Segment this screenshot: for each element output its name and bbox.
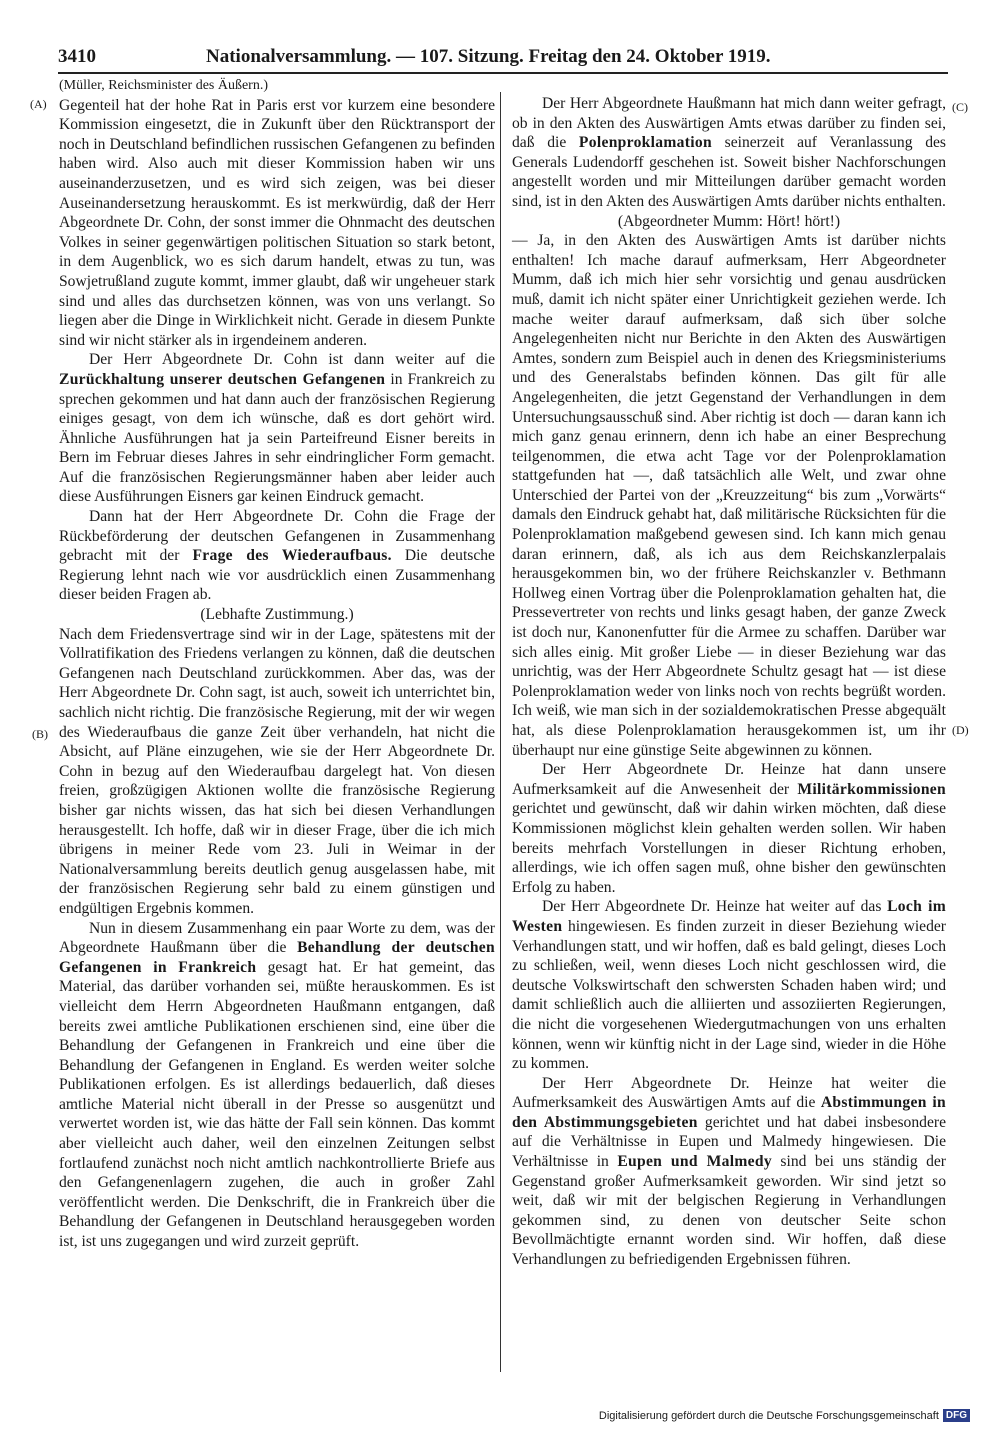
header-rule xyxy=(58,72,948,74)
speaker-line: (Müller, Reichsminister des Äußern.) xyxy=(59,78,269,93)
margin-mark-c: (C) xyxy=(952,100,968,114)
paragraph: Gegenteil hat der hohe Rat in Paris erst vor kurzem eine besondere Kommission eingesetzt, die in Zukunft über den Rücktransport der noch in Deutschland befindlichen russischen Gefangenen zu befinden haben wird. Also auch mit dieser Kommission haben wir uns auseinanderzusetzen, und es wird sich zeigen, was bei dieser Auseinandersetzung herauskommt. Es ist merkwürdig, daß der Herr Abgeordnete Dr. Cohn, der sonst immer die Ohnmacht des deutschen Volkes in seiner gegenwärtigen politischen Situation so stark betont, in dem Augenblick, wo es sich darum handelt, etwas zu tun, was Sowjetrußland zugute kommt, immer glaubt, daß wir ungeheuer stark sind und alles das durchsetzen können, was von uns verlangt. So liegen aber die Dinge in Wirklichkeit nicht. Gerade in diesem Punkte sind wir nicht stärker als in irgendeinem anderen. xyxy=(59,96,495,349)
emphasis: Frage des Wiederaufbaus. xyxy=(192,547,392,565)
paragraph: — Ja, in den Akten des Auswärtigen Amts ist darüber nichts enthalten! Ich mache darauf aufmerksam, Herr Abgeordneter Mumm, daß ich mich hier sehr vorsichtig und genau ausdrücken muß, damit ich nicht später einer Unrichtigkeit geziehen werde. Ich mache weiter darauf aufmerksam, daß sich über solche Angelegenheiten nicht nur Berichte in den Akten des Auswärtigen Amtes, sondern zum Beispiel auch in denen des Kriegsministeriums und des Generalstabs befinden können. Das gilt für alle Angelegenheiten, die jetzt Gegenstand der Verhandlungen in dem Untersuchungsausschuß sind. Aber richtig ist doch — daran kann ich mich ganz genau erinnern, denn ich habe an einer Besprechung teilgenommen, die etwa acht Tage vor der Polenproklamation stattgefunden hat —, daß tatsächlich alle Welt, und zwar ohne Unterschied der Partei von der „Kreuzzeitung“ bis zum „Vorwärts“ damals den Eindruck gehabt hat, daß militärische Rücksichten für die Polenproklamation maßgebend gewesen sind. Ich kann mich genau daran erinnern, daß, als ich aus dem Reichskanzlerpalais herausgekommen bin, wo der frühere Reichskanzler v. Bethmann Hollweg einen Vortrag über die Polenproklamation gehalten hat, die Pressevertreter von rechts und links gesagt haben, der ganze Zweck ist doch nur, Kanonenfutter für die Armee zu schaffen. Darüber war sich alles einig. Mit großer Liebe — in dieser Beziehung war das unrichtig, was der Herr Abgeordnete Schultz gesagt hat — ist diese Polenproklamation weder von links noch von rechts begrüßt worden. Ich weiß, wie man sich in der sozialdemokratischen Presse abgequält hat, als diese Polenproklamation herausgekommen ist, um ihr überhaupt nur eine günstige Seite abgewinnen zu können. xyxy=(512,232,946,759)
paragraph: Nach dem Friedensvertrage sind wir in der Lage, spätestens mit der Vollratifikation des Friedens verlangen zu können, daß die deutschen Gefangenen nach Deutschland zurückkommen. Aber das, was der Herr Abgeordnete Dr. Cohn sagt, ist auch, soweit ich unterrichtet bin, sachlich nicht richtig. Die französische Regierung, mit der wir wegen des Wiederaufbaus die ganze Zeit über verhandeln, hat nicht die Absicht, auf Pläne einzugehen, wie sie der Herr Abgeordnete Dr. Cohn in bezug auf den Wiederaufbau dargelegt hat. Von diesen freien, großzügigen Aktionen wollte die französische Regierung bisher gar nichts wissen, das hat sich bei diesen Verhandlungen herausgestellt. Ich hoffe, daß wir in dieser Frage, über die ich mich übrigens in meiner Rede vom 23. Juli in Weimar in der Nationalversammlung bereits deutlich genug ausgelassen habe, mit der französischen Regierung sehr bald zu einem günstigen und endgültigen Ergebnis kommen. xyxy=(59,625,495,917)
margin-mark-a: (A) xyxy=(30,97,47,111)
header-title: Nationalversammlung. — 107. Sitzung. Freitag den 24. Oktober 1919. xyxy=(206,46,771,67)
dfg-logo: DFG xyxy=(943,1409,970,1422)
text-span: seinerzeit auf Veranlassung des Generals Ludendorff geschehen ist. Soweit bisher Nachforschungen angestellt worden und mir Mitteilungen darüber gemacht worden sind, ist in den Akten des Auswärtigen Amts darüber nichts enthalten. xyxy=(512,134,946,210)
emphasis: Eupen und Malmedy xyxy=(617,1153,772,1171)
emphasis: Behandlung der deutschen Gefangenen in Frankreich xyxy=(59,939,495,976)
text-span: Die deutsche Regierung lehnt nach wie vor ausdrücklich einen Zusammenhang dieser beiden Fragen ab. xyxy=(59,547,495,604)
paragraph xyxy=(512,760,946,897)
left-column xyxy=(59,76,495,1252)
footer xyxy=(599,1409,970,1422)
interjection: (Lebhafte Zustimmung.) xyxy=(200,606,354,624)
paragraph xyxy=(59,507,495,605)
paragraph xyxy=(512,897,946,1073)
footer-text: Digitalisierung gefördert durch die Deutsche Forschungsgemeinschaft xyxy=(598,1409,939,1422)
text-span: Der Herr Abgeordnete Haußmann hat mich dann weiter gefragt, ob in den Akten des Auswärtigen Amts etwas darüber zu finden sei, daß die xyxy=(512,95,946,152)
text-span: hingewiesen. Es finden zurzeit in dieser Beziehung wieder Verhandlungen statt, und wir hoffen, daß es bald gelingt, dieses Loch zu schließen, weil, wenn dieses Loch nicht geschlossen wird, die deutsche Volkswirtschaft den schwersten Schaden haben wird; und damit schließlich auch die alliierten und assoziierten Regierungen, die nicht die vorgesehenen Wiedergutmachungen von uns erhalten können, wenn wir künftig nicht in der Lage sind, wieder in die Höhe zu kommen. xyxy=(512,917,946,1073)
text-span: gerichtet und gewünscht, daß wir dahin wirken möchten, daß diese Kommissionen möglichst klein gehalten werden sollen. Wir haben bereits mehrfach Vorstellungen in dieser Richtung erhoben, allerdings, wie ich offen sagen muß, ohne bisher den gewünschten Erfolg zu haben. xyxy=(512,800,946,896)
emphasis: Polenproklamation xyxy=(578,134,712,152)
column-divider xyxy=(500,92,501,1372)
right-column xyxy=(512,94,946,1270)
emphasis: Militärkommissionen xyxy=(797,780,946,798)
text-span: in Frankreich zu sprechen gekommen und hat dann auch der französischen Regierung einiges gesagt, von dem ich wünsche, daß es dort gehört wird. Ähnliche Ausführungen hat ja sein Parteifreund Eisner bereits in Bern im Februar dieses Jahres in sehr eindringlicher Form gemacht. Auf die französischen Regierungsmänner haben aber leider auch diese Ausführungen Eisners gar keinen Eindruck gemacht. xyxy=(59,370,496,506)
text-span: Der Herr Abgeordnete Dr. Heinze hat weiter die Aufmerksamkeit des Auswärtigen Amts auf die xyxy=(512,1074,946,1112)
paragraph xyxy=(512,1074,946,1270)
margin-mark-d: (D) xyxy=(952,723,969,737)
text-span: gerichtet und hat dabei insbesondere auf die Verhältnisse in Eupen und Malmedy hingewiesen. Die Verhältnisse in xyxy=(512,1113,946,1171)
text-span: Der Herr Abgeordnete Dr. Heinze hat dann unsere Aufmerksamkeit auf die Anwesenheit der xyxy=(512,761,946,798)
text-span: gesagt hat. Er hat gemeint, das Material, das darüber vorhanden sei, müßte herauskommen. Es ist vielleicht dem Herrn Abgeordneten Haußmann entgangen, daß bereits zwei amtliche Publikationen erschienen sind, eine über die Behandlung der Gefangenen in Frankreich und eine über die Behandlung der Gefangenen in England. Es werden weiter solche Publikationen erfolgen. Es ist allerdings bedauerlich, daß dieses amtliche Material nicht überall in der Presse so ausgenützt und verwertet worden ist, wie das hätte der Fall sein können. Das kommt aber vielleicht auch daher, weil den einzelnen Zeitungen selbst fortlaufend zunächst noch nicht amtlich nachkontrollierte Briefe aus den Gefangenenlagern zugehen, die auch in großer Zahl veröffentlicht werden. Die Denkschrift, die in Frankreich über die Behandlung der Gefangenen in Deutschland herausgegeben worden ist, ist uns zugegangen und wird zurzeit geprüft. xyxy=(59,958,495,1251)
paragraph xyxy=(59,919,495,1252)
text-span: sind bei uns ständig der Gegenstand großer Aufmerksamkeit geworden. Wir sind jetzt so weit, daß wir mit der belgischen Regierung in Verhandlungen gekommen sind, zu denen von deutscher Seite schon Bevollmächtigte ernannt worden sind. Wir hoffen, daß diese Verhandlungen zu befriedigenden Ergebnissen führen. xyxy=(512,1153,946,1269)
interjection: (Abgeordneter Mumm: Hört! hört!) xyxy=(617,212,841,230)
margin-mark-b: (B) xyxy=(32,727,48,741)
text-span: Der Herr Abgeordnete Dr. Heinze hat weiter auf das xyxy=(542,898,888,916)
emphasis: Loch im Westen xyxy=(512,898,946,935)
text-span: Nun in diesem Zusammenhang ein paar Worte zu dem, was der Abgeordnete Haußmann über die xyxy=(59,919,495,957)
paragraph xyxy=(512,94,946,212)
emphasis: Abstimmungen in den Abstimmungsgebieten xyxy=(512,1094,946,1131)
text-span: Der Herr Abgeordnete Dr. Cohn ist dann weiter auf die xyxy=(89,351,495,369)
page-number: 3410 xyxy=(58,46,96,67)
text-span: Dann hat der Herr Abgeordnete Dr. Cohn die Frage der Rückbeförderung der deutschen Gefangenen in Zusammenhang gebracht mit der xyxy=(59,508,495,565)
emphasis: Zurückhaltung unserer deutschen Gefangenen xyxy=(59,370,386,388)
page-header xyxy=(58,46,948,72)
paragraph xyxy=(59,350,495,507)
